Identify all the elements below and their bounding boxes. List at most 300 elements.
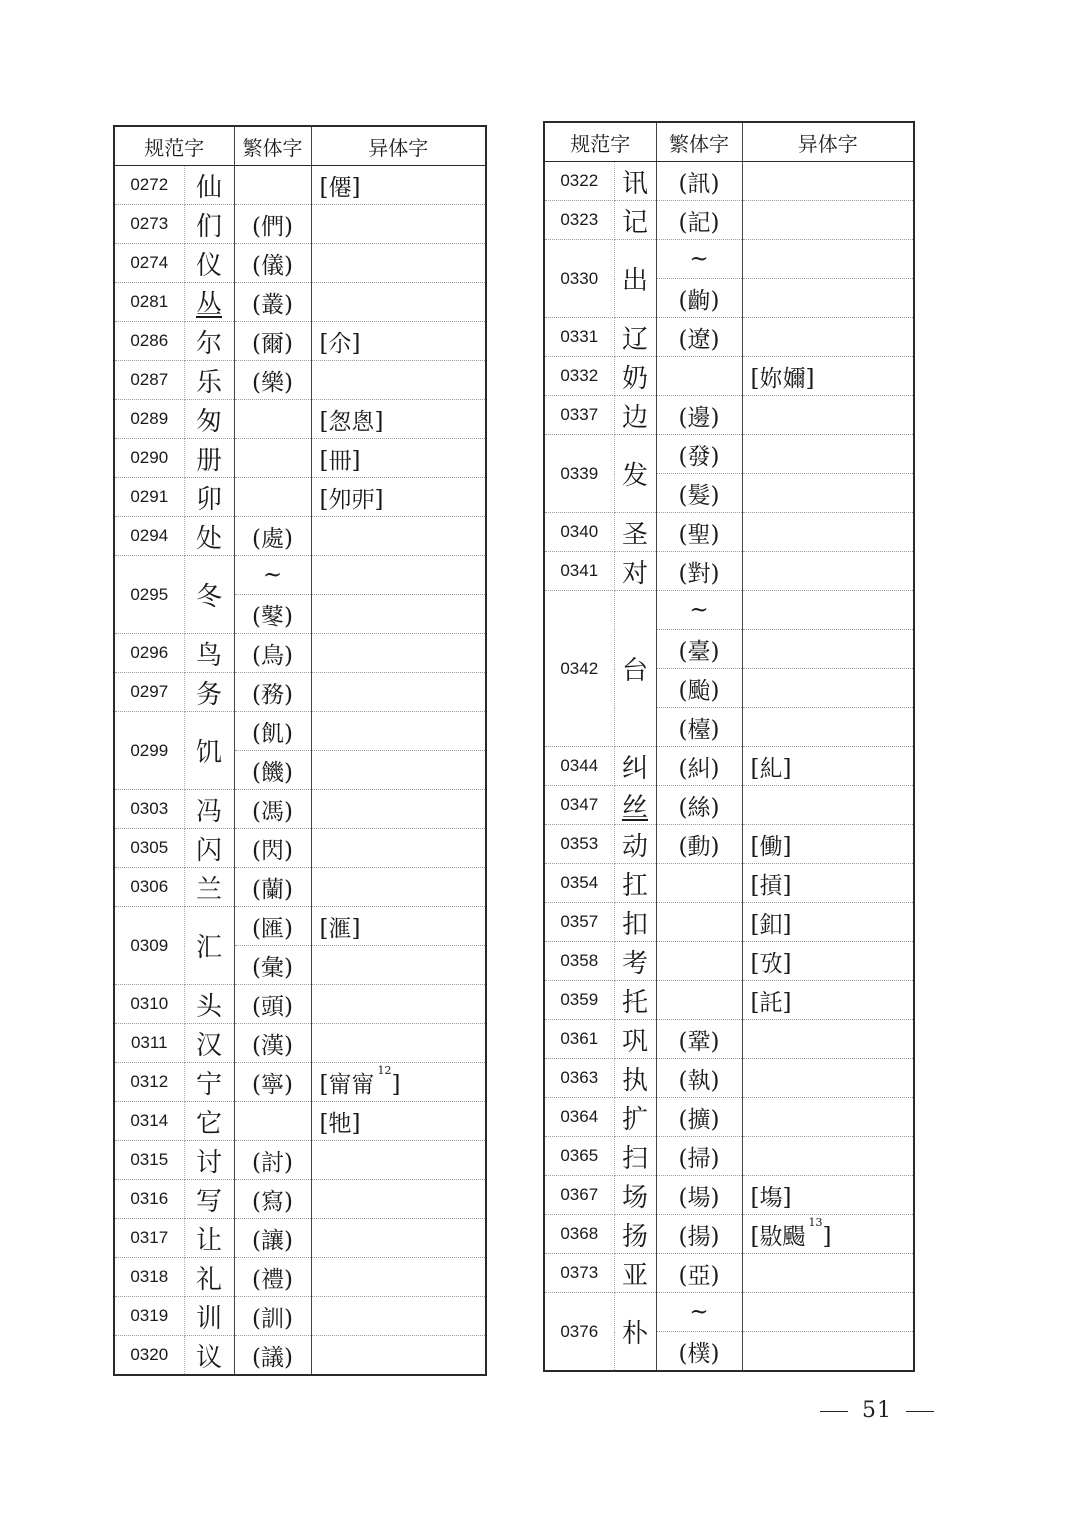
traditional-char: (場) [656, 1176, 742, 1215]
variant-text: [尒] [319, 330, 361, 357]
char-code: 0330 [544, 240, 614, 318]
char-code: 0305 [114, 829, 184, 868]
variant-char [742, 513, 914, 552]
table-header [544, 122, 914, 162]
table-row [114, 1063, 486, 1102]
table-row [544, 435, 914, 474]
char-code: 0367 [544, 1176, 614, 1215]
traditional-char: (邊) [656, 396, 742, 435]
traditional-char: (動) [656, 825, 742, 864]
header-traditional: 繁体字 [656, 122, 742, 162]
header-traditional: 繁体字 [234, 126, 311, 166]
standard-char [614, 1176, 656, 1215]
variant-char [311, 1141, 486, 1180]
variant-char [311, 1024, 486, 1063]
traditional-char: (訓) [234, 1297, 311, 1336]
variant-text: [釦] [750, 911, 792, 938]
table-row [114, 829, 486, 868]
bracket-close: ] [822, 1223, 832, 1250]
standard-char [614, 786, 656, 825]
standard-char [614, 1215, 656, 1254]
traditional-char: (發) [656, 435, 742, 474]
table-row [114, 790, 486, 829]
bracket-close: ] [391, 1071, 401, 1098]
table-row [114, 868, 486, 907]
standard-char [184, 1258, 234, 1297]
standard-char-text: 乐 [195, 367, 222, 398]
dash-left [820, 1411, 848, 1412]
traditional-char: (寫) [234, 1180, 311, 1219]
standard-char-text: 记 [621, 207, 648, 238]
table-row [544, 357, 914, 396]
variant-char [311, 1102, 486, 1141]
traditional-char: (臺) [656, 630, 742, 669]
header-variant: 异体字 [742, 122, 914, 162]
table-row [544, 162, 914, 201]
variant-char [311, 1336, 486, 1376]
char-code: 0340 [544, 513, 614, 552]
standard-char-text: 边 [621, 402, 648, 433]
variant-char [311, 751, 486, 790]
variant-char [311, 712, 486, 751]
variant-char [742, 591, 914, 630]
char-code: 0309 [114, 907, 184, 985]
variant-char [311, 1258, 486, 1297]
table-row [544, 786, 914, 825]
char-code: 0376 [544, 1293, 614, 1372]
traditional-char: (彙) [234, 946, 311, 985]
table-row [544, 513, 914, 552]
char-code: 0322 [544, 162, 614, 201]
char-code: 0341 [544, 552, 614, 591]
standard-char [184, 868, 234, 907]
standard-char-text: 宁 [195, 1069, 222, 1100]
standard-char-text: 托 [621, 987, 648, 1018]
table-row [544, 1137, 914, 1176]
traditional-char: (飢) [234, 712, 311, 751]
traditional-char: (對) [656, 552, 742, 591]
standard-char-text: 让 [195, 1225, 222, 1256]
char-code: 0297 [114, 673, 184, 712]
variant-char [311, 868, 486, 907]
variant-char [742, 162, 914, 201]
table-row [544, 1176, 914, 1215]
traditional-char: (漢) [234, 1024, 311, 1063]
traditional-char [656, 942, 742, 981]
char-code: 0312 [114, 1063, 184, 1102]
footnote-ref: 13 [808, 1215, 823, 1229]
char-code: 0295 [114, 556, 184, 634]
standard-char [184, 478, 234, 517]
variant-char [311, 985, 486, 1024]
standard-char-text: 发 [621, 461, 648, 491]
variant-char [311, 244, 486, 283]
traditional-char: ~ [234, 556, 311, 595]
standard-char [614, 1020, 656, 1059]
traditional-char: (記) [656, 201, 742, 240]
standard-char [184, 712, 234, 790]
standard-char [184, 1219, 234, 1258]
char-code: 0274 [114, 244, 184, 283]
character-table-right [543, 121, 915, 1372]
variant-char [742, 552, 914, 591]
standard-char [614, 942, 656, 981]
table-row [114, 1024, 486, 1063]
traditional-char: (務) [234, 673, 311, 712]
table-row [544, 1254, 914, 1293]
standard-char [184, 1024, 234, 1063]
standard-char [184, 361, 234, 400]
table-row [544, 1215, 914, 1254]
variant-char [311, 634, 486, 673]
standard-char [184, 1102, 234, 1141]
char-code: 0332 [544, 357, 614, 396]
traditional-char: (樸) [656, 1332, 742, 1372]
table-row [544, 825, 914, 864]
char-code: 0363 [544, 1059, 614, 1098]
standard-char [614, 552, 656, 591]
variant-char [311, 790, 486, 829]
table-row [114, 1297, 486, 1336]
traditional-char: ~ [656, 591, 742, 630]
variant-char [742, 864, 914, 903]
traditional-char [234, 439, 311, 478]
table-row [544, 1098, 914, 1137]
variant-char [742, 903, 914, 942]
variant-text: [敭颺 [750, 1223, 806, 1250]
standard-char-text: 议 [195, 1342, 222, 1373]
variant-char [311, 907, 486, 946]
traditional-char: (掃) [656, 1137, 742, 1176]
footnote-ref: 12 [377, 1063, 392, 1077]
variant-char [742, 669, 914, 708]
standard-char-text: 扫 [621, 1143, 648, 1174]
traditional-char: (樂) [234, 361, 311, 400]
traditional-char: (們) [234, 205, 311, 244]
standard-char-text: 闪 [195, 835, 222, 866]
standard-char-text: 鸟 [195, 640, 222, 671]
variant-text: [妳嬭] [750, 365, 815, 392]
traditional-char: (禮) [234, 1258, 311, 1297]
traditional-char [656, 864, 742, 903]
variant-char [742, 747, 914, 786]
table-row [114, 634, 486, 673]
char-code: 0318 [114, 1258, 184, 1297]
table-row [114, 205, 486, 244]
traditional-char: (檯) [656, 708, 742, 747]
traditional-char: (鳥) [234, 634, 311, 673]
traditional-char: (蘭) [234, 868, 311, 907]
char-code: 0339 [544, 435, 614, 513]
traditional-char: (頭) [234, 985, 311, 1024]
table-header [114, 126, 486, 166]
table-body [114, 166, 486, 1376]
char-code: 0291 [114, 478, 184, 517]
char-code: 0323 [544, 201, 614, 240]
table-row [114, 556, 486, 595]
table-row [114, 985, 486, 1024]
variant-char [742, 708, 914, 747]
char-code: 0353 [544, 825, 614, 864]
variant-char [742, 1293, 914, 1332]
dash-right [906, 1411, 934, 1412]
table-row [544, 318, 914, 357]
char-code: 0331 [544, 318, 614, 357]
table-row [114, 712, 486, 751]
traditional-char: (叢) [234, 283, 311, 322]
traditional-char: ~ [656, 1293, 742, 1332]
variant-char [311, 1063, 486, 1102]
table-row [114, 283, 486, 322]
standard-char [184, 1297, 234, 1336]
table-row [114, 1219, 486, 1258]
variant-char [742, 1137, 914, 1176]
char-code: 0315 [114, 1141, 184, 1180]
variant-char [311, 400, 486, 439]
standard-char [184, 1180, 234, 1219]
page-number [806, 1398, 948, 1423]
standard-char-text: 扩 [621, 1104, 648, 1135]
standard-char [614, 1137, 656, 1176]
standard-char [184, 790, 234, 829]
header-standard: 规范字 [544, 122, 656, 162]
variant-char [311, 205, 486, 244]
standard-char-text: 兰 [195, 874, 222, 905]
table-row [114, 1102, 486, 1141]
table-row [544, 591, 914, 630]
char-code: 0296 [114, 634, 184, 673]
standard-char-text: 巩 [621, 1026, 648, 1057]
char-code: 0294 [114, 517, 184, 556]
standard-char-text: 卯 [195, 484, 222, 515]
variant-char [742, 1176, 914, 1215]
table-row [544, 396, 914, 435]
standard-char [184, 829, 234, 868]
table-body [544, 162, 914, 1372]
char-code: 0344 [544, 747, 614, 786]
standard-char [614, 357, 656, 396]
standard-char [614, 513, 656, 552]
traditional-char: ~ [656, 240, 742, 279]
standard-char-text: 冯 [195, 796, 222, 827]
char-code: 0320 [114, 1336, 184, 1376]
traditional-char: (颱) [656, 669, 742, 708]
char-code: 0373 [544, 1254, 614, 1293]
variant-char [311, 478, 486, 517]
standard-char-text: 纠 [621, 753, 648, 784]
standard-char-text: 动 [621, 831, 648, 862]
char-code: 0337 [544, 396, 614, 435]
standard-char-text: 扛 [621, 870, 648, 901]
standard-char [184, 283, 234, 322]
table-row [114, 1258, 486, 1297]
table-row [544, 201, 914, 240]
standard-char [614, 435, 656, 513]
standard-char-text: 亚 [621, 1260, 648, 1291]
standard-char-text: 丝 [621, 792, 648, 823]
variant-char [742, 357, 914, 396]
standard-char [184, 673, 234, 712]
standard-char [614, 240, 656, 318]
traditional-char [656, 903, 742, 942]
traditional-char: (儀) [234, 244, 311, 283]
standard-char-text: 饥 [195, 738, 222, 768]
variant-char [311, 556, 486, 595]
variant-char [742, 1098, 914, 1137]
standard-char-text: 执 [621, 1065, 648, 1096]
standard-char-text: 台 [621, 656, 648, 686]
variant-char [742, 1254, 914, 1293]
standard-char [184, 907, 234, 985]
char-code: 0361 [544, 1020, 614, 1059]
standard-char [614, 825, 656, 864]
variant-char [311, 946, 486, 985]
standard-char [184, 1336, 234, 1376]
standard-char [614, 318, 656, 357]
table-row [544, 903, 914, 942]
table-row [114, 517, 486, 556]
variant-char [311, 1180, 486, 1219]
standard-char-text: 讨 [195, 1147, 222, 1178]
traditional-char: (執) [656, 1059, 742, 1098]
traditional-char [656, 357, 742, 396]
traditional-char: (擴) [656, 1098, 742, 1137]
standard-char-text: 训 [195, 1303, 222, 1334]
traditional-char: (匯) [234, 907, 311, 946]
char-code: 0272 [114, 166, 184, 205]
table-row [544, 864, 914, 903]
variant-text: [夘戼] [319, 486, 384, 513]
variant-char [742, 1020, 914, 1059]
standard-char [614, 396, 656, 435]
variant-text: [塲] [750, 1184, 792, 1211]
standard-char-text: 辽 [621, 324, 648, 355]
char-code: 0358 [544, 942, 614, 981]
variant-char [311, 361, 486, 400]
variant-char [311, 595, 486, 634]
traditional-char: (處) [234, 517, 311, 556]
char-code: 0365 [544, 1137, 614, 1176]
table-row [114, 244, 486, 283]
standard-char-text: 场 [621, 1182, 648, 1213]
traditional-char: (寧) [234, 1063, 311, 1102]
traditional-char: (訊) [656, 162, 742, 201]
traditional-char: (亞) [656, 1254, 742, 1293]
char-code: 0281 [114, 283, 184, 322]
header-standard: 规范字 [114, 126, 234, 166]
variant-char [742, 981, 914, 1020]
variant-char [311, 283, 486, 322]
standard-char-text: 对 [621, 558, 648, 589]
char-code: 0357 [544, 903, 614, 942]
traditional-char: (閃) [234, 829, 311, 868]
char-code: 0359 [544, 981, 614, 1020]
char-code: 0287 [114, 361, 184, 400]
standard-char-text: 匆 [195, 406, 222, 437]
variant-char [742, 279, 914, 318]
variant-text: [牠] [319, 1110, 361, 1137]
standard-char-text: 尔 [195, 328, 222, 359]
variant-char [742, 1332, 914, 1372]
standard-char-text: 丛 [195, 289, 222, 320]
variant-char [742, 201, 914, 240]
char-code: 0299 [114, 712, 184, 790]
standard-char-text: 汉 [195, 1030, 222, 1061]
standard-char-text: 朴 [621, 1319, 648, 1349]
standard-char [184, 439, 234, 478]
standard-char [184, 166, 234, 205]
table-row [544, 240, 914, 279]
table-row [114, 322, 486, 361]
char-code: 0319 [114, 1297, 184, 1336]
char-code: 0290 [114, 439, 184, 478]
char-code: 0364 [544, 1098, 614, 1137]
standard-char-text: 它 [195, 1108, 222, 1139]
char-code: 0314 [114, 1102, 184, 1141]
standard-char [184, 1141, 234, 1180]
variant-text: [摃] [750, 872, 792, 899]
standard-char-text: 扬 [621, 1221, 648, 1252]
char-code: 0306 [114, 868, 184, 907]
header-variant: 异体字 [311, 126, 486, 166]
standard-char [614, 903, 656, 942]
char-code: 0286 [114, 322, 184, 361]
traditional-char: (齣) [656, 279, 742, 318]
standard-char [614, 1293, 656, 1372]
traditional-char [234, 1102, 311, 1141]
variant-char [742, 1215, 914, 1254]
standard-char-text: 汇 [195, 933, 222, 963]
char-code: 0317 [114, 1219, 184, 1258]
traditional-char: (遼) [656, 318, 742, 357]
traditional-char: (爾) [234, 322, 311, 361]
table-row [114, 478, 486, 517]
traditional-char: (鼕) [234, 595, 311, 634]
standard-char-text: 圣 [621, 519, 648, 550]
variant-char [311, 1219, 486, 1258]
char-code: 0273 [114, 205, 184, 244]
char-code: 0311 [114, 1024, 184, 1063]
table-row [544, 981, 914, 1020]
standard-char [614, 162, 656, 201]
table-row [114, 673, 486, 712]
variant-text: [怱悤] [319, 408, 384, 435]
traditional-char: (糾) [656, 747, 742, 786]
standard-char-text: 讯 [621, 168, 648, 199]
standard-char [614, 747, 656, 786]
variant-char [311, 673, 486, 712]
table-row [544, 1293, 914, 1332]
table-row [544, 1020, 914, 1059]
standard-char-text: 头 [195, 991, 222, 1022]
traditional-char [234, 166, 311, 205]
variant-text: [働] [750, 833, 792, 860]
standard-char [614, 1254, 656, 1293]
standard-char [184, 205, 234, 244]
variant-char [311, 1297, 486, 1336]
standard-char [184, 244, 234, 283]
variant-text: [滙] [319, 915, 361, 942]
standard-char [184, 517, 234, 556]
table-row [544, 747, 914, 786]
standard-char [614, 1059, 656, 1098]
variant-char [742, 474, 914, 513]
standard-char-text: 册 [195, 445, 222, 476]
variant-text: [糺] [750, 755, 792, 782]
table-row [114, 1141, 486, 1180]
traditional-char: (聖) [656, 513, 742, 552]
traditional-char: (揚) [656, 1215, 742, 1254]
